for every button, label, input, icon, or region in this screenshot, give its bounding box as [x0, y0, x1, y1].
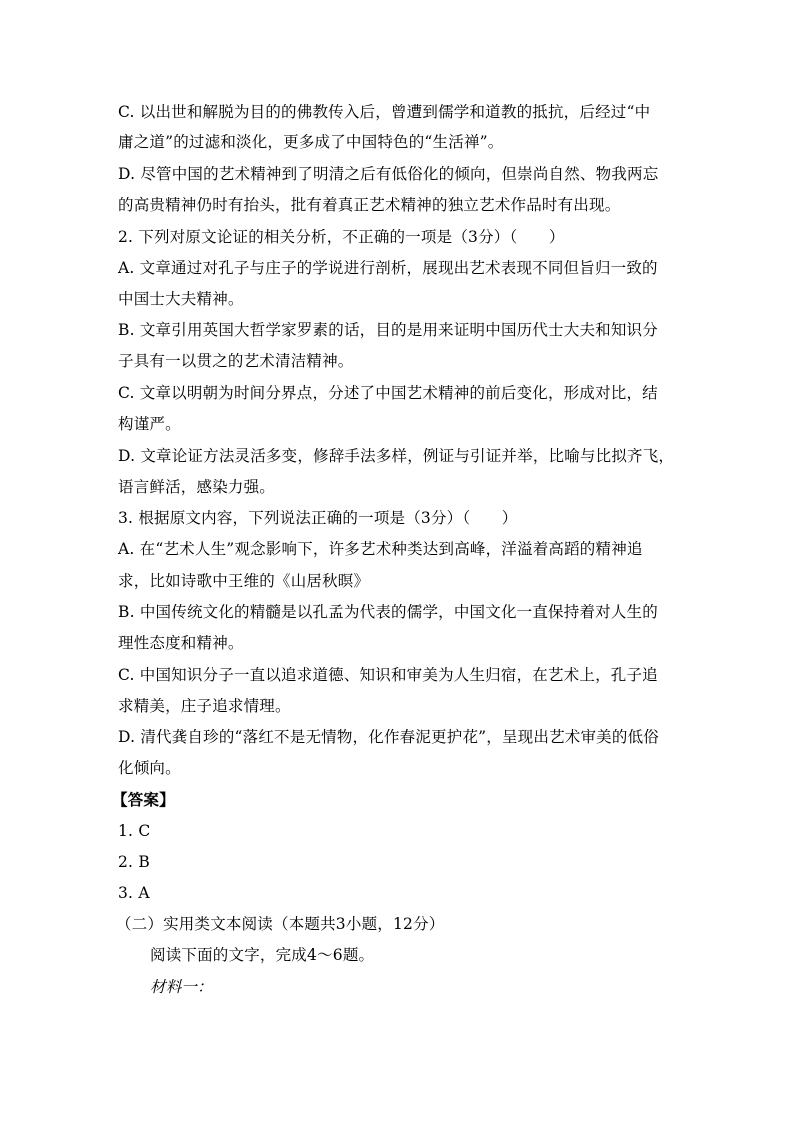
option-d-line-1: D. 尽管中国的艺术精神到了明清之后有低俗化的倾向，但崇尚自然、物我两忘 — [118, 165, 659, 183]
section-2-heading: （二）实用类文本阅读（本题共3小题，12分） — [116, 915, 445, 933]
q3-option-b-line-2: 理性态度和精神。 — [118, 634, 244, 652]
q3-option-b-line-1: B. 中国传统文化的精髓是以孔孟为代表的儒学，中国文化一直保持着对人生的 — [118, 603, 658, 621]
q2-option-a-line-2: 中国士大夫精神。 — [118, 290, 244, 308]
q3-option-c-line-2: 求精美，庄子追求情理。 — [118, 697, 291, 715]
answer-1: 1. C — [118, 822, 151, 840]
option-c-line-1: C. 以出世和解脱为目的的佛教传入后，曾遭到儒学和道教的抵抗，后经过“中 — [118, 103, 651, 121]
q2-option-d-line-1: D. 文章论证方法灵活多变，修辞手法多样，例证与引证并举，比喻与比拟齐飞， — [118, 447, 675, 465]
question-3-stem: 3. 根据原文内容，下列说法正确的一项是（3分）（ ） — [118, 509, 518, 527]
q2-option-c-line-1: C. 文章以明朝为时间分界点，分述了中国艺术精神的前后变化，形成对比，结 — [118, 384, 658, 402]
q3-option-a-line-1: A. 在“艺术人生”观念影响下，许多艺术种类达到高峰，洋溢着高蹈的精神追 — [118, 540, 643, 558]
q2-option-a-line-1: A. 文章通过对孔子与庄子的学说进行剖析，展现出艺术表现不同但旨归一致的 — [118, 259, 658, 277]
option-c-line-2: 庸之道”的过滤和淡化，更多成了中国特色的“生活禅”。 — [118, 133, 504, 151]
q2-option-d-line-2: 语言鲜活，感染力强。 — [118, 478, 276, 496]
q2-option-c-line-2: 构谨严。 — [118, 415, 181, 433]
q3-option-d-line-2: 化倾向。 — [118, 759, 181, 777]
q3-option-c-line-1: C. 中国知识分子一直以追求道德、知识和审美为人生归宿，在艺术上，孔子追 — [118, 666, 658, 684]
answer-heading: 【答案】 — [112, 791, 175, 809]
reading-instruction: 阅读下面的文字，完成4～6题。 — [150, 946, 375, 964]
question-2-stem: 2. 下列对原文论证的相关分析，不正确的一项是（3分）（ ） — [118, 228, 565, 246]
q2-option-b-line-2: 子具有一以贯之的艺术清洁精神。 — [118, 352, 354, 370]
answer-3: 3. A — [118, 884, 150, 902]
q3-option-d-line-1: D. 清代龚自珍的“落红不是无情物，化作春泥更护花”，呈现出艺术审美的低俗 — [118, 728, 659, 746]
q3-option-a-line-2: 求，比如诗歌中王维的《山居秋暝》 — [118, 572, 370, 590]
answer-2: 2. B — [118, 853, 150, 871]
option-d-line-2: 的高贵精神仍时有抬头，批有着真正艺术精神的独立艺术作品时有出现。 — [118, 196, 621, 214]
q2-option-b-line-1: B. 文章引用英国大哲学家罗素的话，目的是用来证明中国历代士大夫和知识分 — [118, 321, 658, 339]
material-1-label: 材料一： — [150, 978, 213, 996]
